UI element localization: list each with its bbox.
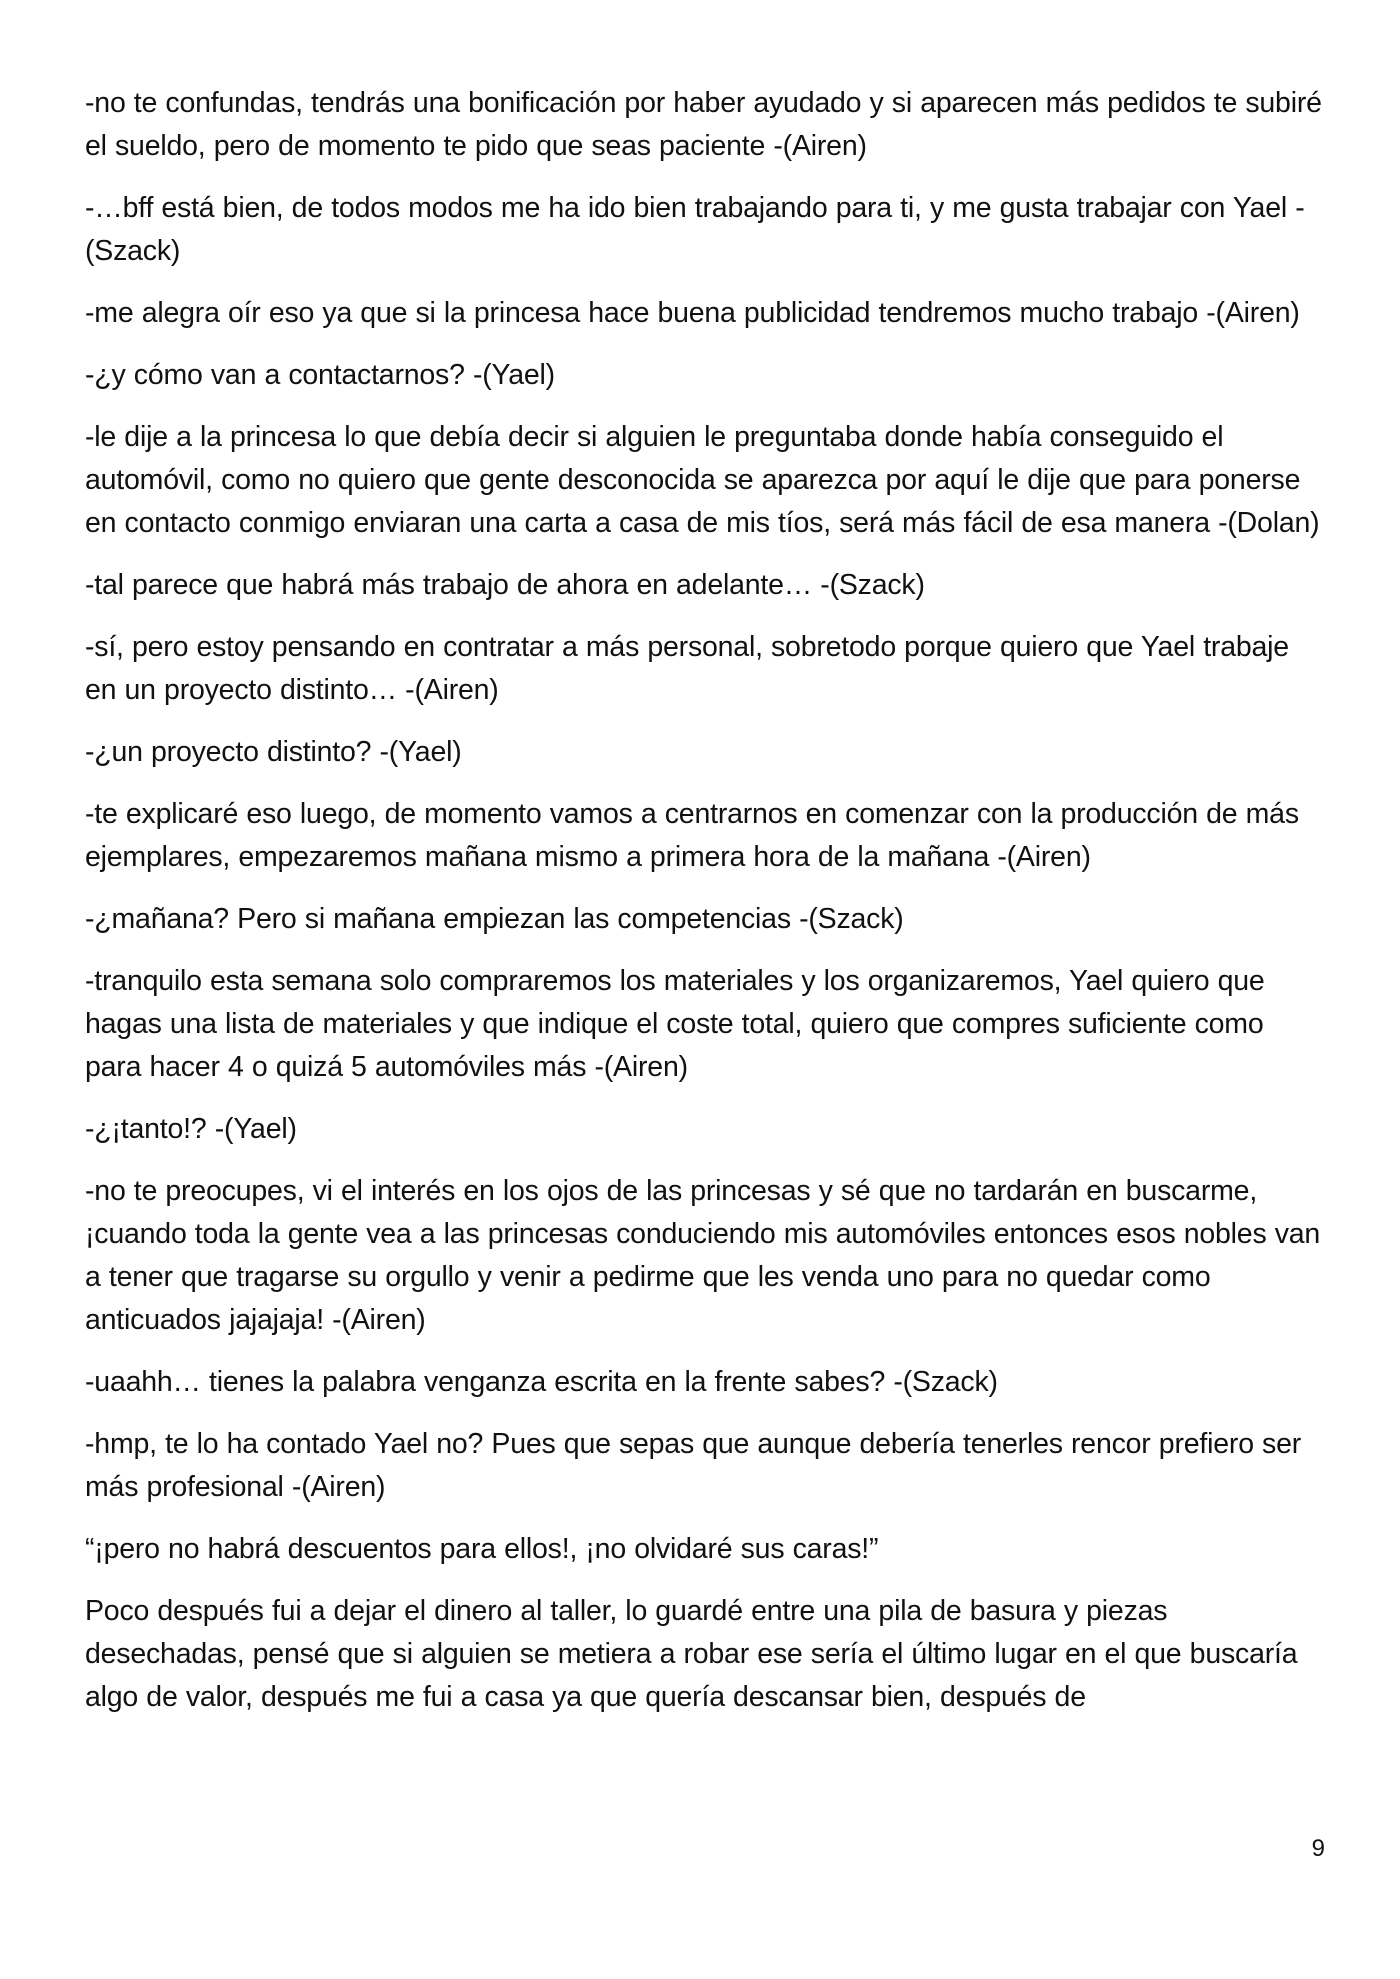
paragraph-11: -tranquilo esta semana solo compraremos los materiales y los organizaremos, Yael quiero que hagas una lista de materiales y que indique el coste total, quiero que compres suficiente como para hacer 4 o quizá 5 automóviles más -(Airen) [85, 965, 1265, 1083]
paragraph-9: -te explicaré eso luego, de momento vamos a centrarnos en comenzar con la producción de más ejemplares, empezaremos mañana mismo a primera hora de la mañana -(Airen) [85, 798, 1299, 873]
paragraph-12: -¿¡tanto!? -(Yael) [85, 1113, 297, 1145]
paragraph-2: -…bff está bien, de todos modos me ha ido bien trabajando para ti, y me gusta trabajar con Yael -(Szack) [85, 192, 1305, 267]
paragraph-1: -no te confundas, tendrás una bonificación por haber ayudado y si aparecen más pedidos te subiré el sueldo, pero de momento te pido que seas paciente -(Airen) [85, 87, 1322, 162]
paragraph-6: -tal parece que habrá más trabajo de ahora en adelante… -(Szack) [85, 569, 925, 601]
page-number: 9 [1311, 1835, 1325, 1862]
paragraph-17: Poco después fui a dejar el dinero al taller, lo guardé entre una pila de basura y piezas desechadas, pensé que si alguien se metiera a robar ese sería el último lugar en el que buscaría algo de valor, después me fui a casa ya que quería descansar bien, después de [85, 1595, 1298, 1713]
paragraph-10: -¿mañana? Pero si mañana empiezan las competencias -(Szack) [85, 903, 904, 935]
page-body [85, 82, 1325, 1738]
paragraph-4: -¿y cómo van a contactarnos? -(Yael) [85, 359, 555, 391]
paragraph-13: -no te preocupes, vi el interés en los ojos de las princesas y sé que no tardarán en buscarme, ¡cuando toda la gente vea a las princesas conduciendo mis automóviles entonces esos nobles van a tener que tragarse su orgullo y venir a pedirme que les venda uno para no quedar como anticuados jajajaja! -(Airen) [85, 1175, 1321, 1336]
paragraph-16: “¡pero no habrá descuentos para ellos!, ¡no olvidaré sus caras!” [85, 1533, 879, 1565]
paragraph-3: -me alegra oír eso ya que si la princesa hace buena publicidad tendremos mucho trabajo -(Airen) [85, 297, 1300, 329]
paragraph-14: -uaahh… tienes la palabra venganza escrita en la frente sabes? -(Szack) [85, 1366, 998, 1398]
paragraph-8: -¿un proyecto distinto? -(Yael) [85, 736, 462, 768]
paragraph-7: -sí, pero estoy pensando en contratar a más personal, sobretodo porque quiero que Yael trabaje en un proyecto distinto… -(Airen) [85, 631, 1289, 706]
paragraph-15: -hmp, te lo ha contado Yael no? Pues que sepas que aunque debería tenerles rencor prefiero ser más profesional -(Airen) [85, 1428, 1302, 1503]
paragraph-5: -le dije a la princesa lo que debía decir si alguien le preguntaba donde había conseguido el automóvil, como no quiero que gente desconocida se aparezca por aquí le dije que para ponerse en contacto conmigo enviaran una carta a casa de mis tíos, será más fácil de esa manera -(Dolan) [85, 421, 1320, 539]
